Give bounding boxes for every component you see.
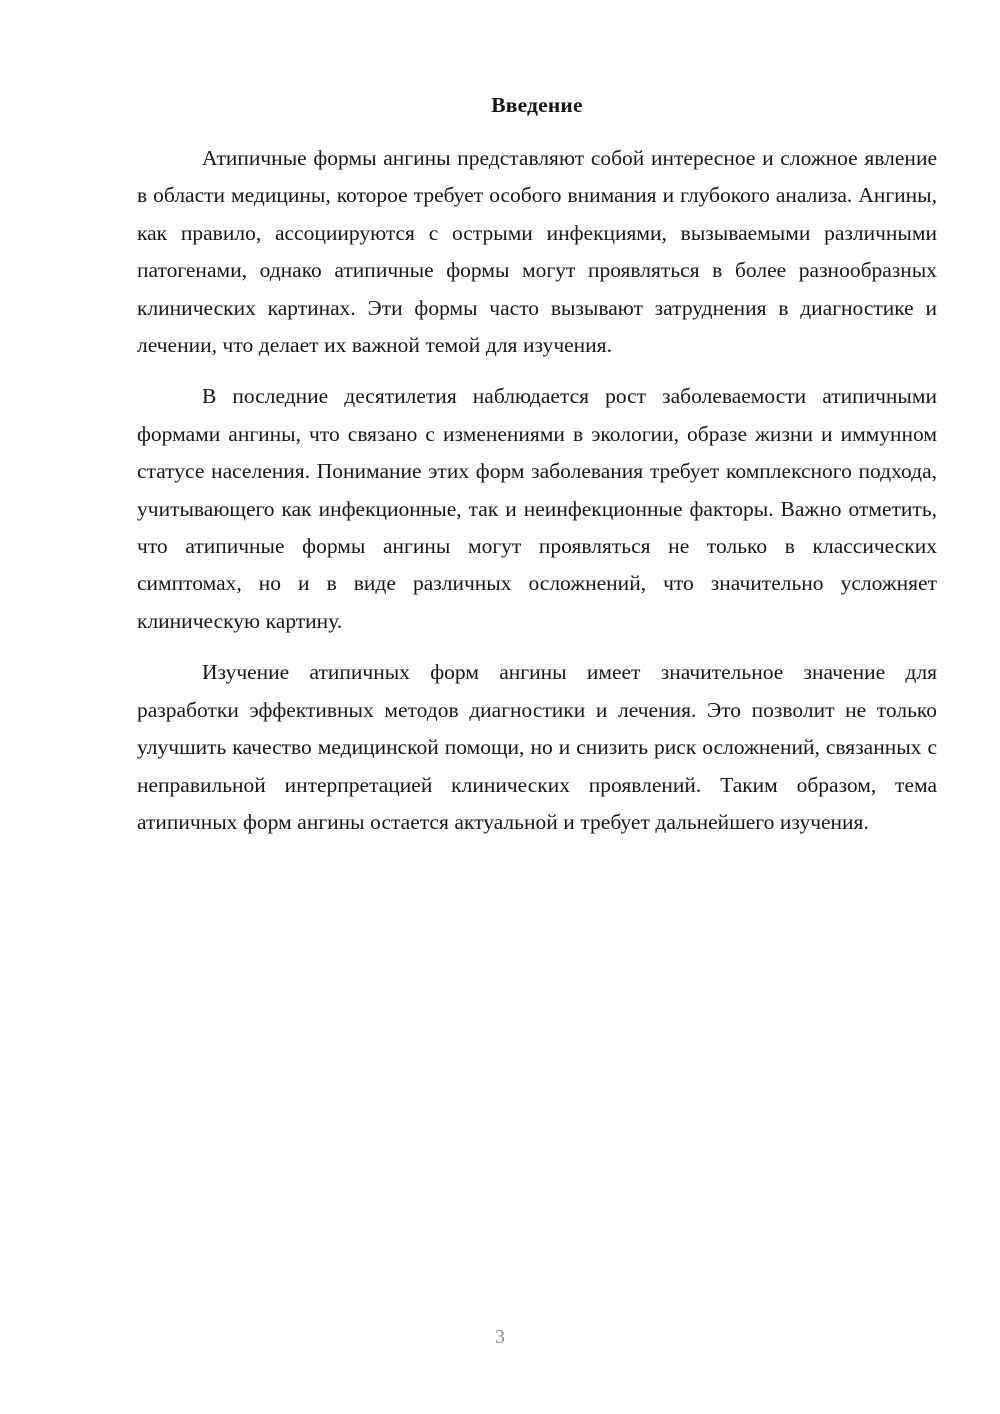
body-text-block <box>137 140 937 841</box>
paragraph: Атипичные формы ангины представляют собой интересное и сложное явление в области медицины, которое требует особого внимания и глубокого анализа. Ангины, как правило, ассоциируются с острыми инфекциями, вызываемыми различными патогенами, однако атипичные формы могут проявляться в более разнообразных клинических картинах. Эти формы часто вызывают затруднения в диагностике и лечении, что делает их важной темой для изучения. <box>137 146 937 358</box>
paragraph: Изучение атипичных форм ангины имеет значительное значение для разработки эффективных методов диагностики и лечения. Это позволит не только улучшить качество медицинской помощи, но и снизить риск осложнений, связанных с неправильной интерпретацией клинических проявлений. Таким образом, тема атипичных форм ангины остается актуальной и требует дальнейшего изучения. <box>137 660 937 834</box>
page-title: Введение <box>491 93 583 117</box>
paragraph: В последние десятилетия наблюдается рост заболеваемости атипичными формами ангины, что связано с изменениями в экологии, образе жизни и иммунном статусе населения. Понимание этих форм заболевания требует комплексного подхода, учитывающего как инфекционные, так и неинфекционные факторы. Важно отметить, что атипичные формы ангины могут проявляться не только в классических симптомах, но и в виде различных осложнений, что значительно усложняет клиническую картину. <box>137 384 937 633</box>
page-number: 3 <box>495 1326 505 1348</box>
